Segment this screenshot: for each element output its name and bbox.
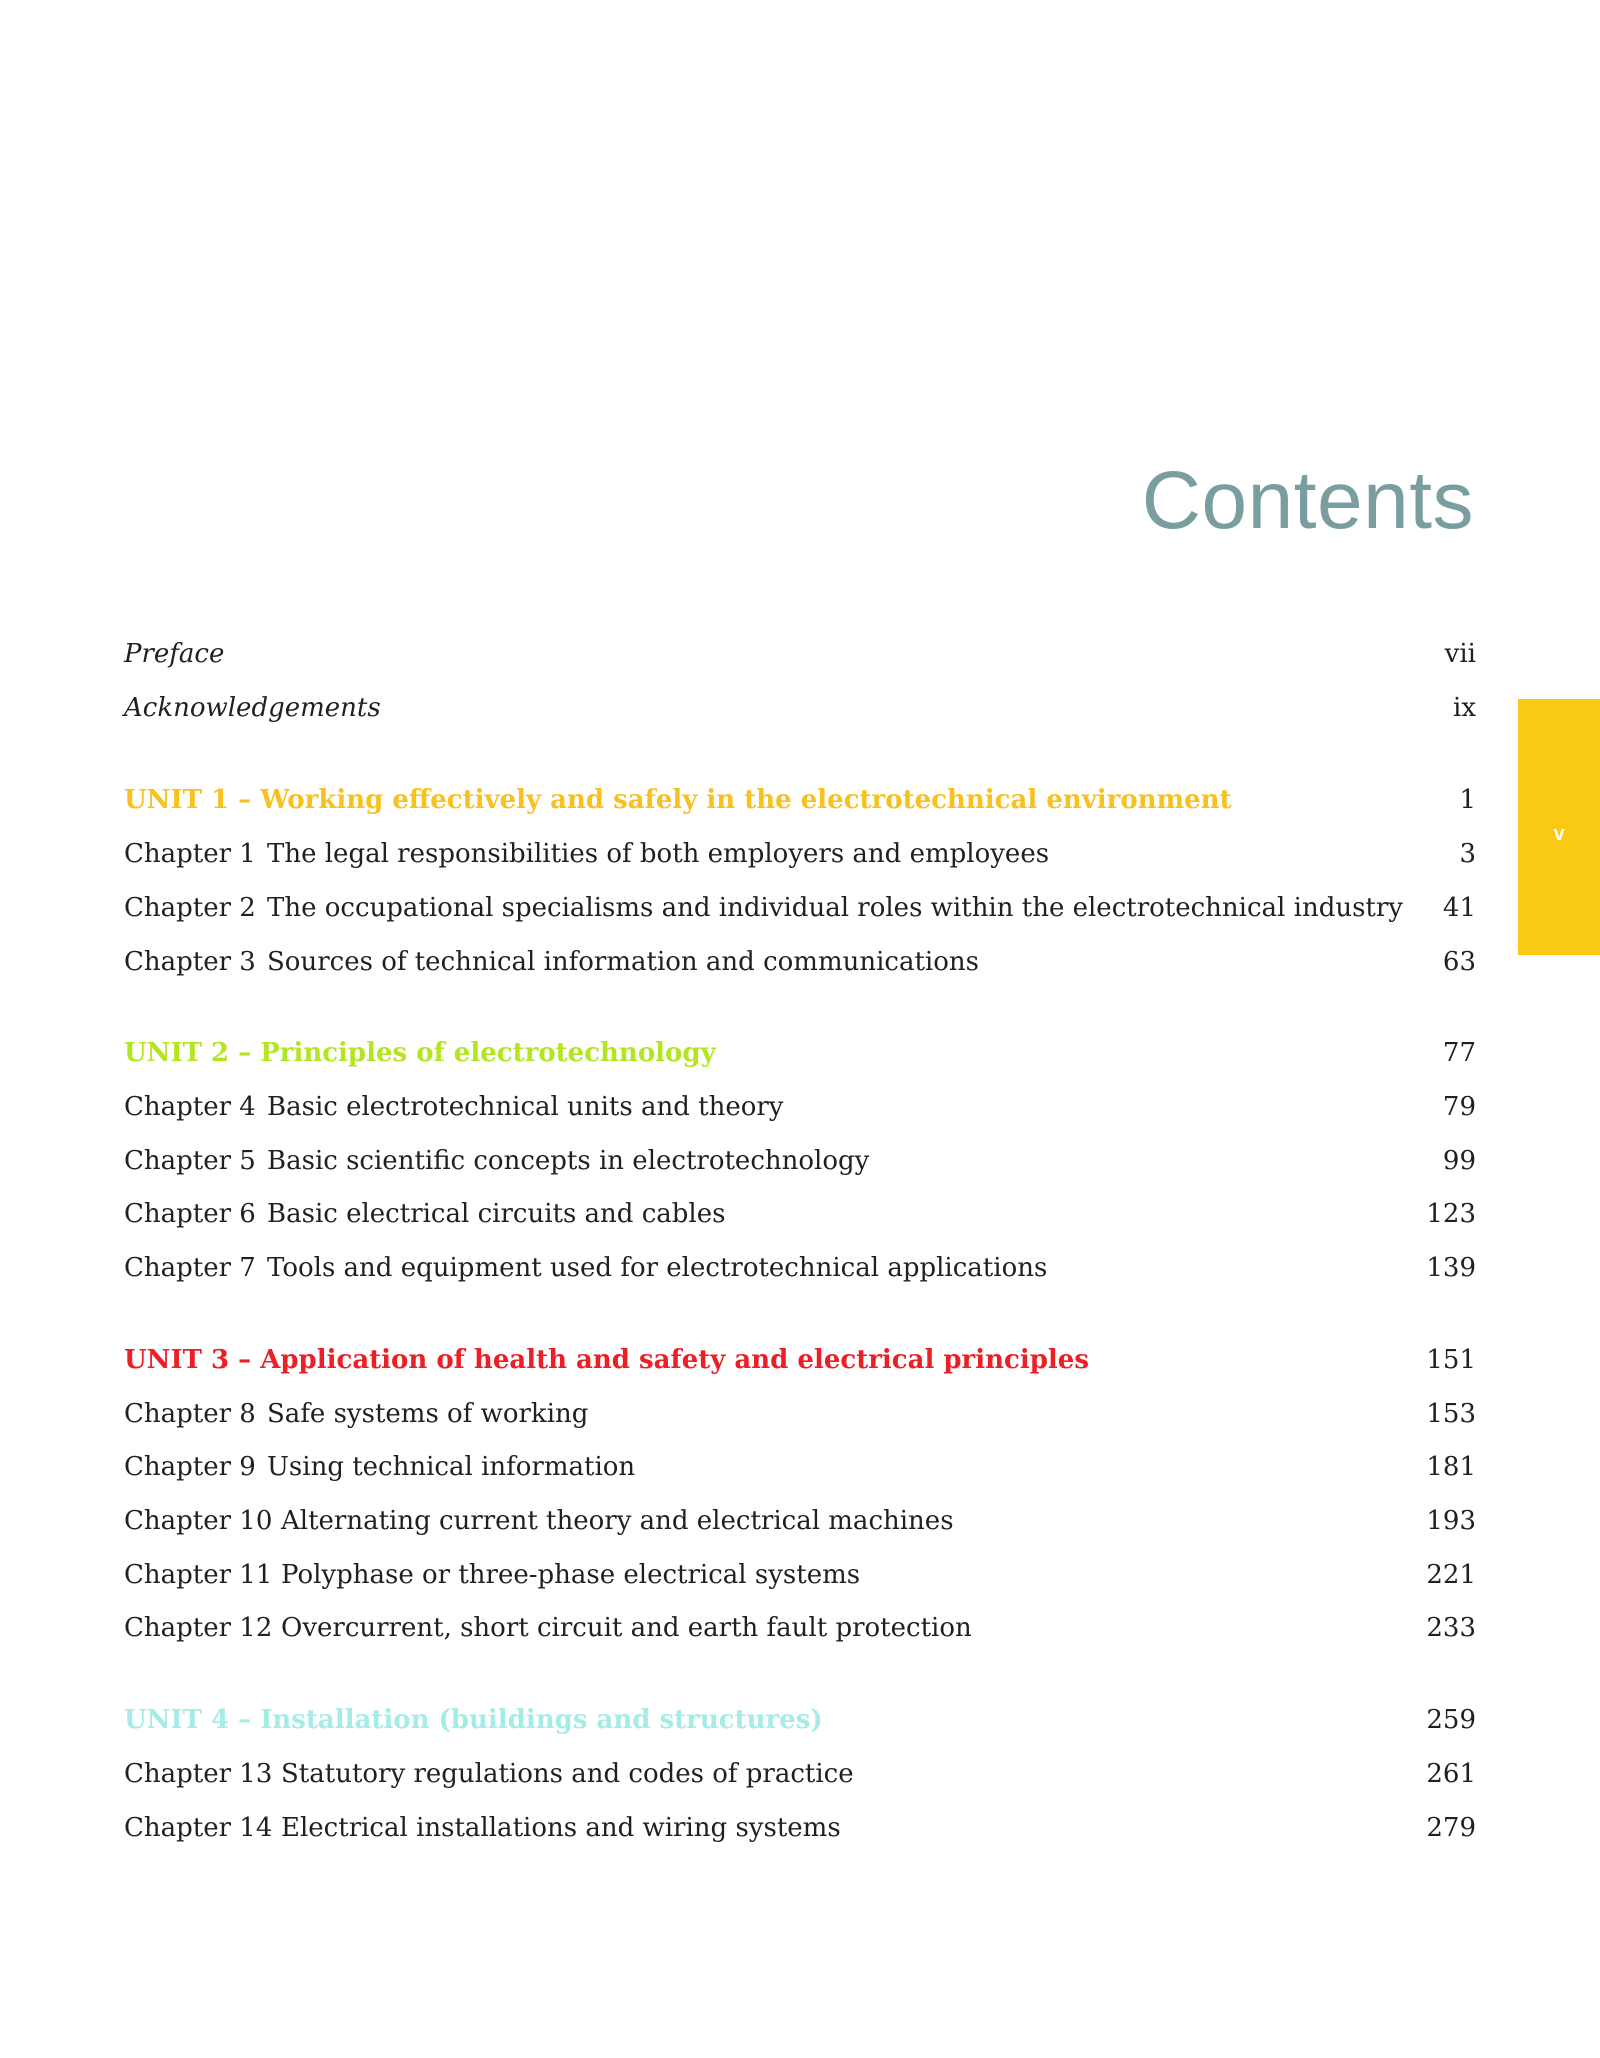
chapter-title: Basic scientific concepts in electrotechnology [267,1146,870,1176]
unit-page: 259 [1426,1705,1476,1735]
chapter-title: Statutory regulations and codes of practice [281,1759,854,1789]
chapter-entry-3[interactable] [124,942,1476,982]
chapter-page: 99 [1442,1146,1476,1176]
chapter-entry-4[interactable] [124,1087,1476,1127]
chapter-label: Chapter 13 [124,1759,273,1789]
unit-page: 1 [1459,785,1476,815]
unit-heading-4[interactable] [124,1700,1476,1740]
chapter-label: Chapter 14 [124,1813,273,1843]
chapter-label: Chapter 1 [124,839,256,869]
chapter-label: Chapter 3 [124,947,256,977]
chapter-title: The legal responsibilities of both employers and employees [267,839,1050,869]
chapter-page: 3 [1459,839,1476,869]
chapter-label: Chapter 5 [124,1146,256,1176]
chapter-title: Safe systems of working [267,1399,589,1429]
chapter-entry-9[interactable] [124,1447,1476,1487]
chapter-page: 41 [1442,893,1476,923]
chapter-title: Basic electrotechnical units and theory [267,1092,784,1122]
chapter-page: 63 [1442,947,1476,977]
chapter-entry-1[interactable] [124,834,1476,874]
unit-page: 77 [1442,1038,1476,1068]
chapter-entry-2[interactable] [124,888,1476,928]
chapter-label: Chapter 4 [124,1092,256,1122]
chapter-title: Sources of technical information and communications [267,947,979,977]
unit-page: 151 [1426,1345,1476,1375]
unit-heading-2[interactable] [124,1033,1476,1073]
toc-entry-acknowledgements[interactable] [124,688,1476,728]
chapter-page: 79 [1442,1092,1476,1122]
chapter-entry-6[interactable] [124,1194,1476,1234]
chapter-label: Chapter 11 [124,1560,273,1590]
chapter-label: Chapter 7 [124,1253,256,1283]
chapter-label: Chapter 12 [124,1613,273,1643]
chapter-title: Tools and equipment used for electrotechnical applications [267,1253,1048,1283]
entry-label: Acknowledgements [124,693,381,723]
chapter-label: Chapter 8 [124,1399,256,1429]
chapter-label: Chapter 2 [124,893,256,923]
chapter-title: Alternating current theory and electrical machines [281,1506,954,1536]
chapter-page: 123 [1426,1199,1476,1229]
page-title: Contents [1141,454,1474,546]
unit-heading-1[interactable] [124,780,1476,820]
chapter-title: Basic electrical circuits and cables [267,1199,726,1229]
unit-title: UNIT 3 – Application of health and safety and electrical principles [124,1345,1089,1375]
chapter-title: The occupational specialisms and individual roles within the electrotechnical industry [267,893,1403,923]
unit-title: UNIT 2 – Principles of electrotechnology [124,1038,716,1068]
entry-page: vii [1444,639,1476,669]
unit-title: UNIT 1 – Working effectively and safely in the electrotechnical environment [124,785,1232,815]
chapter-page: 261 [1426,1759,1476,1789]
chapter-label: Chapter 6 [124,1199,256,1229]
chapter-entry-11[interactable] [124,1555,1476,1595]
chapter-page: 279 [1426,1813,1476,1843]
chapter-title: Polyphase or three-phase electrical systems [281,1560,861,1590]
chapter-entry-5[interactable] [124,1141,1476,1181]
chapter-label: Chapter 9 [124,1452,256,1482]
toc-entry-preface[interactable] [124,634,1476,674]
chapter-entry-13[interactable] [124,1754,1476,1794]
chapter-page: 233 [1426,1613,1476,1643]
unit-title: UNIT 4 – Installation (buildings and structures) [124,1705,823,1735]
chapter-title: Using technical information [267,1452,636,1482]
chapter-entry-7[interactable] [124,1248,1476,1288]
chapter-page: 181 [1426,1452,1476,1482]
chapter-label: Chapter 10 [124,1506,273,1536]
chapter-page: 153 [1426,1399,1476,1429]
chapter-entry-14[interactable] [124,1808,1476,1848]
chapter-page: 193 [1426,1506,1476,1536]
chapter-page: 221 [1426,1560,1476,1590]
unit-heading-3[interactable] [124,1340,1476,1380]
chapter-entry-10[interactable] [124,1501,1476,1541]
chapter-page: 139 [1426,1253,1476,1283]
entry-page: ix [1453,693,1476,723]
chapter-title: Overcurrent, short circuit and earth fault protection [281,1613,972,1643]
page-number-tab [1518,699,1600,955]
entry-label: Preface [124,639,225,669]
chapter-entry-12[interactable] [124,1608,1476,1648]
page-number: v [1553,823,1565,845]
chapter-entry-8[interactable] [124,1394,1476,1434]
chapter-title: Electrical installations and wiring systems [281,1813,841,1843]
